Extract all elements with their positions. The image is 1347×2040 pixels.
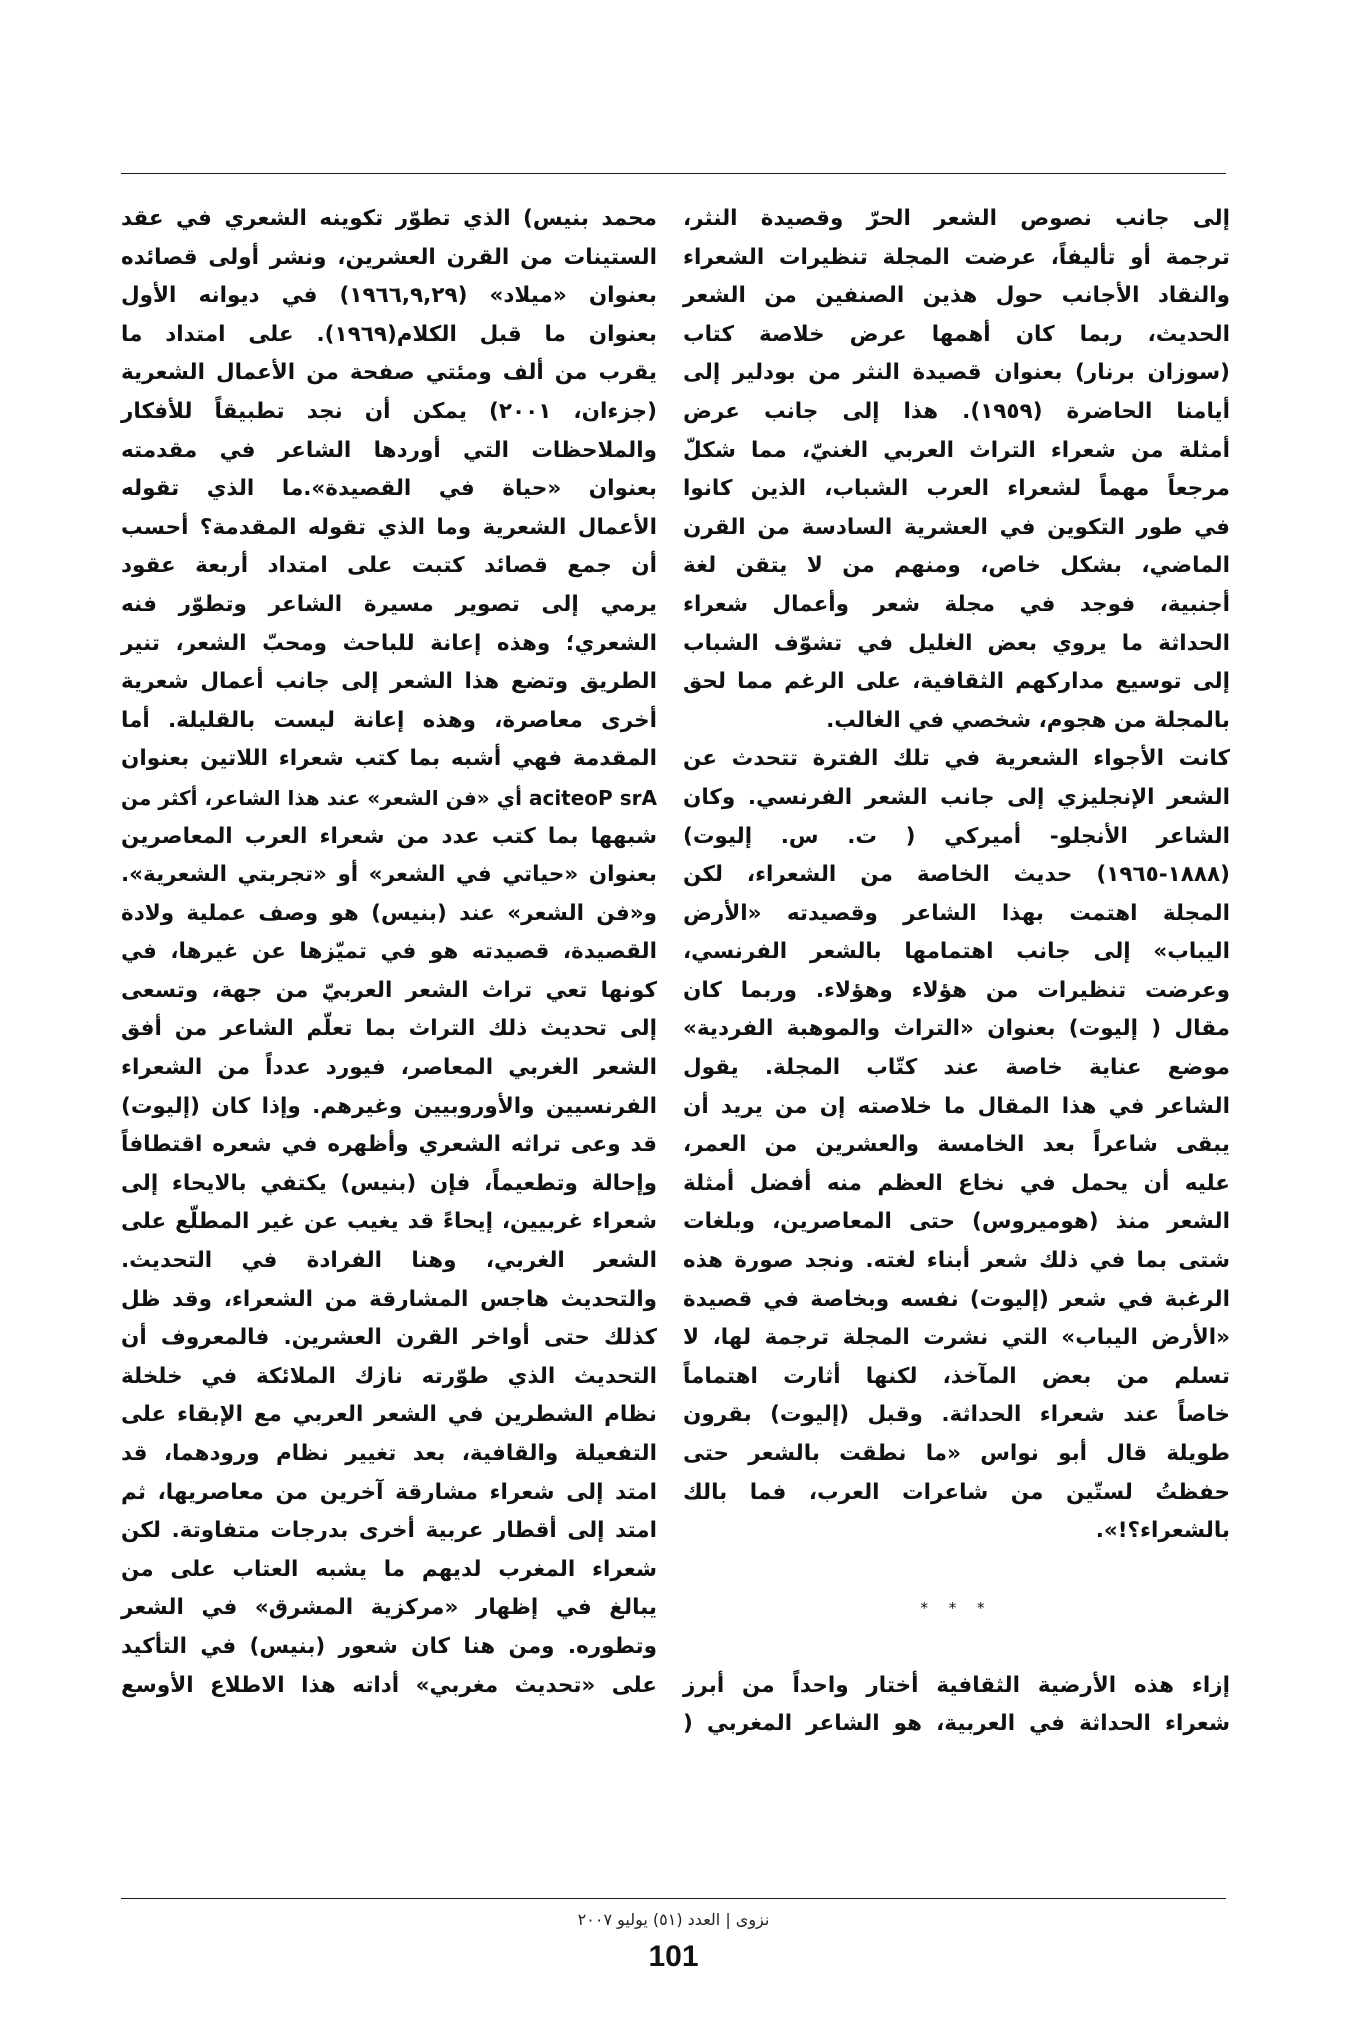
text-line: الشعري؛ وهذه إعانة للباحث ومحبّ الشعر، تنير	[121, 630, 657, 656]
text-line: الستينات من القرن العشرين، ونشر أولى قصائده	[121, 244, 657, 270]
text-line: الشعر منذ (هوميروس) حتى المعاصرين، وبلغات	[683, 1209, 1230, 1235]
text-line: بالمجلة من هجوم، شخصي في الغالب.	[826, 707, 1230, 733]
text-line: الشعر الغربي، وهنا الفرادة في التحديث.	[121, 1248, 657, 1274]
text-line: شتى بما في ذلك شعر أبناء لغته. ونجد صورة هذه	[683, 1248, 1230, 1274]
text-line: إزاء هذه الأرضية الثقافية أختار واحداً من أبرز	[683, 1672, 1230, 1698]
text-line: الرغبة في شعر (إليوت) نفسه وبخاصة في قصيدة	[683, 1286, 1230, 1312]
text-line: بعنوان «ميلاد» (١٩٦٦,٩,٢٩) في ديوانه الأول	[121, 283, 657, 309]
running-footer: نزوى | العدد (٥١) يوليو ٢٠٠٧	[577, 1910, 770, 1929]
text-line: يبقى شاعراً بعد الخامسة والعشرين من العمر،	[683, 1132, 1230, 1158]
text-line: تسلم من بعض المآخذ، لكنها أثارت اهتماماً	[683, 1363, 1230, 1389]
text-line: إلى تحديث ذلك التراث بما تعلّم الشاعر من أفق	[121, 1016, 657, 1042]
spacer	[683, 1551, 1230, 1590]
text-line: امتد إلى أقطار عربية أخرى بدرجات متفاوتة. لكن	[121, 1518, 657, 1544]
text-line: محمد بنيس) الذي تطوّر تكوينه الشعري في عقد	[121, 206, 657, 231]
text-line: يرمي إلى تصوير مسيرة الشاعر وتطوّر فنه	[121, 591, 657, 617]
text-line: مقال ( إليوت) بعنوان «التراث والموهبة الفردية»	[683, 1016, 1230, 1042]
text-line: يبالغ في إظهار «مركزية المشرق» في الشعر	[121, 1595, 657, 1621]
text-line: أمثلة من شعراء التراث العربي الغنيّ، مما شكلّ	[683, 437, 1230, 463]
text-line: والتحديث هاجس المشارقة من الشعراء، وقد ظل	[121, 1286, 657, 1312]
text-line: شعراء المغرب لديهم ما يشبه العتاب على من	[121, 1556, 657, 1582]
text-line: بعنوان «حياة في القصيدة».ما الذي تقوله	[121, 476, 657, 502]
text-line: أخرى معاصرة، وهذه إعانة ليست بالقليلة. أما	[121, 707, 657, 733]
text-line: شبهها بما كتب عدد من شعراء العرب المعاصرين	[121, 823, 657, 849]
text-line: خاصاً عند شعراء الحداثة. وقبل (إليوت) بقرون	[683, 1402, 1230, 1428]
text-line: كذلك حتى أواخر القرن العشرين. فالمعروف أن	[121, 1325, 657, 1351]
text-line: الطريق وتضع هذا الشعر إلى جانب أعمال شعرية	[121, 669, 657, 695]
text-line: شعراء الحداثة في العربية، هو الشاعر المغربي (	[683, 1711, 1230, 1737]
text-line: الشعر الإنجليزي إلى جانب الشعر الفرنسي. وكان	[683, 784, 1230, 810]
text-line: مرجعاً مهماً لشعراء العرب الشباب، الذين كانوا	[683, 476, 1230, 502]
text-line: المجلة اهتمت بهذا الشاعر وقصيدته «الأرض	[683, 900, 1230, 926]
text-line: الشعر الغربي المعاصر، فيورد عدداً من الشعراء	[121, 1055, 657, 1081]
text-line: عليه أن يحمل في نخاع العظم منه أفضل أمثلة	[683, 1170, 1230, 1196]
text-line: aciteoP srA أي «فن الشعر» عند هذا الشاعر، أكثر من	[121, 785, 657, 810]
text-line: أجنبية، فوجد في مجلة شعر وأعمال شعراء	[683, 591, 1230, 617]
section-separator: * * *	[920, 1599, 993, 1618]
text-line: و«فن الشعر» عند (بنيس) هو وصف عملية ولادة	[121, 900, 657, 926]
text-line: الأعمال الشعرية وما الذي تقوله المقدمة؟ أحسب	[121, 514, 657, 540]
text-line: أيامنا الحاضرة (١٩٥٩). هذا إلى جانب عرض	[683, 398, 1230, 424]
text-line: التفعيلة والقافية، بعد تغيير نظام ورودهما، قد	[121, 1441, 657, 1466]
text-line: يقرب من ألف ومئتي صفحة من الأعمال الشعرية	[121, 360, 657, 386]
text-line: بعنوان ما قبل الكلام(١٩٦٩). على امتداد ما	[121, 321, 657, 347]
text-line: (جزءان، ٢٠٠١) يمكن أن نجد تطبيقاً للأفكار	[121, 398, 658, 424]
text-line: الماضي، بشكل خاص، ومنهم من لا يتقن لغة	[683, 553, 1230, 579]
top-rule	[121, 173, 1226, 174]
text-line: (١٨٨٨-١٩٦٥) حديث الخاصة من الشعراء، لكن	[683, 862, 1230, 888]
text-line: امتد إلى شعراء مشارقة آخرين من معاصريها، ثم	[121, 1479, 657, 1505]
text-line: الحداثة ما يروي بعض الغليل في تشوّف الشباب	[683, 630, 1230, 656]
text-line: (سوزان برنار) بعنوان قصيدة النثر من بودلير إلى	[683, 360, 1230, 386]
text-line: كونها تعي تراث الشعر العربيّ من جهة، وتسعى	[121, 977, 657, 1003]
left-column	[121, 200, 657, 1705]
text-line: الحديث، ربما كان أهمها عرض خلاصة كتاب	[683, 321, 1230, 347]
text-line: في طور التكوين في العشرية السادسة من القرن	[683, 514, 1230, 540]
text-line: الشاعر الأنجلو- أميركي ( ت. س. إليوت)	[683, 823, 1230, 849]
text-line: على «تحديث مغربي» أداته هذا الاطلاع الأوسع	[121, 1672, 657, 1698]
text-line: والملاحظات التي أوردها الشاعر في مقدمته	[121, 437, 657, 463]
text-line: الفرنسيين والأوروبيين وغيرهم. وإذا كان (إليوت)	[121, 1093, 657, 1119]
text-line: بالشعراء؟!».	[1095, 1518, 1230, 1544]
text-line: نظام الشطرين في الشعر العربي مع الإبقاء على	[121, 1402, 657, 1428]
text-line: الشاعر في هذا المقال ما خلاصته إن من يريد أن	[683, 1093, 1230, 1119]
text-line: «الأرض اليباب» التي نشرت المجلة ترجمة لها، لا	[683, 1325, 1230, 1351]
text-line: القصيدة، قصيدته هو في تميّزها عن غيرها، في	[121, 939, 657, 965]
text-line: ترجمة أو تأليفاً، عرضت المجلة تنظيرات الشعراء	[683, 244, 1230, 270]
text-line: إلى توسيع مداركهم الثقافية، على الرغم مما لحق	[683, 669, 1230, 695]
right-column	[683, 200, 1230, 1744]
bottom-rule	[121, 1898, 1226, 1899]
text-line: موضع عناية خاصة عند كتّاب المجلة. يقول	[683, 1055, 1230, 1081]
text-line: وتطوره. ومن هنا كان شعور (بنيس) في التأكيد	[121, 1633, 657, 1659]
text-line: وعرضت تنظيرات من هؤلاء وهؤلاء. وربما كان	[683, 977, 1230, 1003]
page-number: 101	[648, 1940, 699, 1973]
text-line: المقدمة فهي أشبه بما كتب شعراء اللاتين بعنوان	[121, 746, 657, 772]
text-line: وإحالة وتطعيماً، فإن (بنيس) يكتفي بالايحاء إلى	[121, 1170, 657, 1196]
spacer	[683, 1628, 1230, 1667]
text-line: التحديث الذي طوّرته نازك الملائكة في خلخلة	[121, 1363, 657, 1389]
text-line: بعنوان «حياتي في الشعر» أو «تجربتي الشعرية».	[121, 862, 657, 888]
text-line: قد وعى تراثه الشعري وأظهره في شعره اقتطافاً	[121, 1132, 657, 1158]
text-line: حفظتُ لستّين من شاعرات العرب، فما بالك	[683, 1479, 1230, 1505]
text-line: إلى جانب نصوص الشعر الحرّ وقصيدة النثر،	[683, 206, 1230, 231]
text-line: والنقاد الأجانب حول هذين الصنفين من الشعر	[683, 283, 1230, 309]
text-line: شعراء غربيين، إيحاءً قد يغيب عن غير المطلّع على	[121, 1209, 657, 1235]
text-line: أن جمع قصائد كتبت على امتداد أربعة عقود	[121, 553, 657, 579]
text-line: طويلة قال أبو نواس «ما نطقت بالشعر حتى	[683, 1441, 1230, 1466]
text-line: اليباب» إلى جانب اهتمامها بالشعر الفرنسي،	[683, 939, 1230, 965]
text-line: كانت الأجواء الشعرية في تلك الفترة تتحدث عن	[683, 746, 1230, 772]
